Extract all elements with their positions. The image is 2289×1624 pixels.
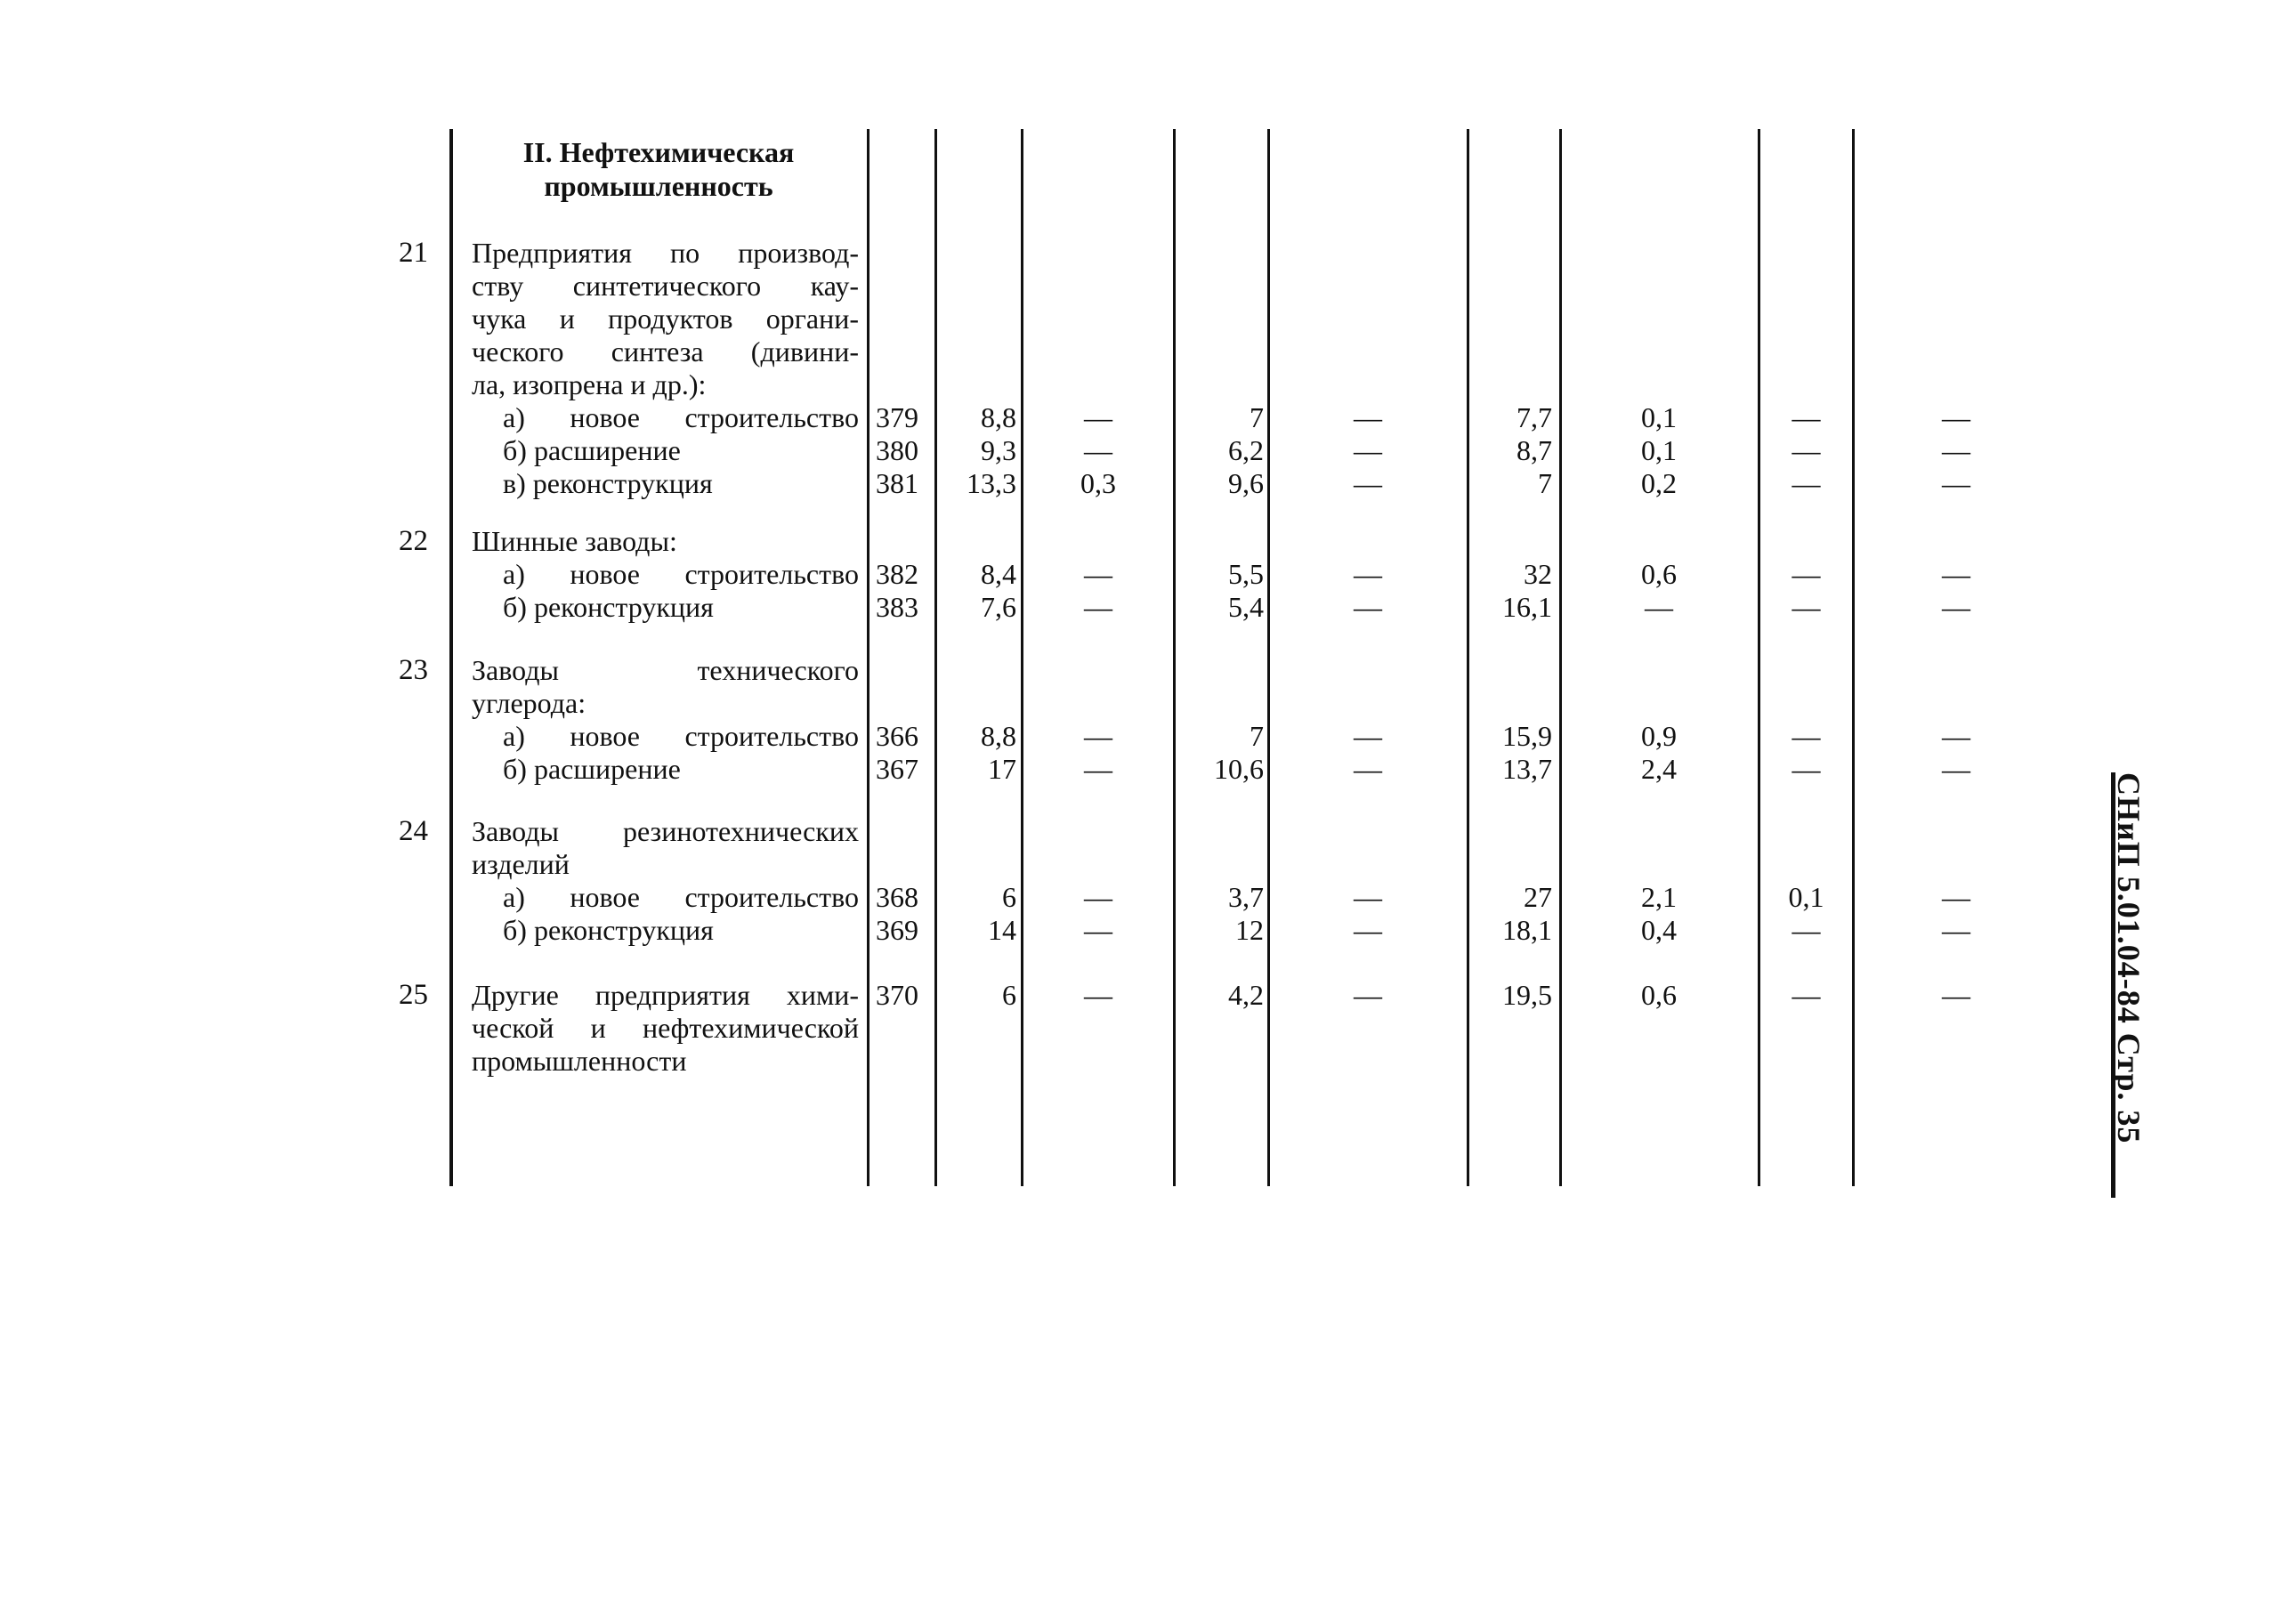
table-cell-value: 3,7 xyxy=(1228,881,1264,913)
table-cell-value: — xyxy=(1084,979,1112,1011)
table-cell-value: — xyxy=(1792,467,1821,499)
table-cell-value: 0,1 xyxy=(1788,881,1824,913)
section-heading: II. Нефтехимическая промышленность xyxy=(522,136,795,202)
table-cell-value: 16,1 xyxy=(1502,591,1552,623)
table-cell-value: 7,7 xyxy=(1517,401,1552,433)
table-cell-value: — xyxy=(1354,979,1382,1011)
table-cell-value: — xyxy=(1942,979,1970,1011)
row-description-line: ла, изопрена и др.): xyxy=(472,368,707,400)
sub-item-label: а) новое строительство xyxy=(503,881,859,913)
table-cell-value: 7 xyxy=(1250,720,1264,752)
row-number: 24 xyxy=(399,815,428,847)
table-cell-value: — xyxy=(1792,558,1821,590)
table-cell-value: 370 xyxy=(876,979,918,1011)
table-cell-value: 2,1 xyxy=(1641,881,1677,913)
table-cell-value: — xyxy=(1354,401,1382,433)
table-cell-value: 0,6 xyxy=(1641,979,1677,1011)
table-cell-value: 0,9 xyxy=(1641,720,1677,752)
table-cell-value: — xyxy=(1084,914,1112,946)
table-cell-value: — xyxy=(1792,979,1821,1011)
table-cell-value: — xyxy=(1792,591,1821,623)
table-cell-value: 0,2 xyxy=(1641,467,1677,499)
column-rule xyxy=(867,129,869,1186)
table-cell-value: — xyxy=(1084,753,1112,785)
sub-item-label: б) расширение xyxy=(503,434,681,466)
sub-item-label: в) реконструкция xyxy=(503,467,713,499)
table-cell-value: 7,6 xyxy=(981,591,1016,623)
row-number: 22 xyxy=(399,525,428,557)
row-description-line: чука и продуктов органи- xyxy=(472,303,859,335)
column-rule xyxy=(449,129,453,1186)
table-cell-value: — xyxy=(1942,720,1970,752)
table-cell-value: 4,2 xyxy=(1228,979,1264,1011)
row-number: 25 xyxy=(399,979,428,1011)
column-rule xyxy=(1267,129,1270,1186)
table-cell-value: 32 xyxy=(1524,558,1552,590)
row-description-line: ческой и нефтехимической xyxy=(472,1012,859,1044)
table-cell-value: — xyxy=(1645,591,1673,623)
table-cell-value: 14 xyxy=(988,914,1016,946)
table-cell-value: 0,6 xyxy=(1641,558,1677,590)
side-running-title xyxy=(2111,772,2148,1198)
table-cell-value: — xyxy=(1084,434,1112,466)
table-cell-value: — xyxy=(1792,914,1821,946)
table-cell-value: — xyxy=(1792,753,1821,785)
table-cell-value: — xyxy=(1084,591,1112,623)
table-cell-value: 0,4 xyxy=(1641,914,1677,946)
column-rule xyxy=(934,129,937,1186)
table-cell-value: — xyxy=(1942,914,1970,946)
row-description-line: Предприятия по производ- xyxy=(472,237,859,269)
table-cell-value: — xyxy=(1792,434,1821,466)
sub-item-label: б) расширение xyxy=(503,753,681,785)
table-cell-value: 379 xyxy=(876,401,918,433)
table-cell-value: 5,4 xyxy=(1228,591,1264,623)
table-cell-value: — xyxy=(1792,401,1821,433)
table-cell-value: 13,3 xyxy=(967,467,1016,499)
table-cell-value: 10,6 xyxy=(1214,753,1264,785)
table-cell-value: — xyxy=(1084,558,1112,590)
table-cell-value: 8,8 xyxy=(981,720,1016,752)
table-cell-value: 382 xyxy=(876,558,918,590)
table-cell-value: — xyxy=(1354,434,1382,466)
table-cell-value: 366 xyxy=(876,720,918,752)
table-cell-value: — xyxy=(1792,720,1821,752)
table-cell-value: 381 xyxy=(876,467,918,499)
table-cell-value: 7 xyxy=(1538,467,1552,499)
table-cell-value: 8,8 xyxy=(981,401,1016,433)
table-cell-value: — xyxy=(1084,720,1112,752)
table-cell-value: — xyxy=(1942,881,1970,913)
table-cell-value: 18,1 xyxy=(1502,914,1552,946)
table-cell-value: 368 xyxy=(876,881,918,913)
table-cell-value: — xyxy=(1942,434,1970,466)
row-description-line: Заводы технического xyxy=(472,654,859,686)
table-cell-value: 8,4 xyxy=(981,558,1016,590)
table-cell-value: — xyxy=(1354,467,1382,499)
column-rule xyxy=(1467,129,1469,1186)
table-cell-value: 0,1 xyxy=(1641,401,1677,433)
table-cell-value: 0,1 xyxy=(1641,434,1677,466)
table-cell-value: 367 xyxy=(876,753,918,785)
table-cell-value: — xyxy=(1942,591,1970,623)
sub-item-label: б) реконструкция xyxy=(503,914,714,946)
sub-item-label: а) новое строительство xyxy=(503,558,859,590)
row-description-line: углерода: xyxy=(472,687,586,719)
table-cell-value: — xyxy=(1084,881,1112,913)
row-number: 21 xyxy=(399,237,428,269)
side-label: СНиП 5.01.04-84 Стр. 35 xyxy=(2111,772,2147,1144)
table-cell-value: 5,5 xyxy=(1228,558,1264,590)
table-cell-value: 380 xyxy=(876,434,918,466)
table-cell-value: 369 xyxy=(876,914,918,946)
row-description-line: ческого синтеза (дивини- xyxy=(472,335,859,368)
row-number: 23 xyxy=(399,654,428,686)
table-cell-value: — xyxy=(1084,401,1112,433)
row-description-line: Другие предприятия хими- xyxy=(472,979,859,1011)
table-cell-value: 15,9 xyxy=(1502,720,1552,752)
table-cell-value: — xyxy=(1354,720,1382,752)
column-rule xyxy=(1852,129,1855,1186)
table-cell-value: — xyxy=(1942,558,1970,590)
table-cell-value: 383 xyxy=(876,591,918,623)
table-cell-value: 8,7 xyxy=(1517,434,1552,466)
table-cell-value: 6 xyxy=(1002,979,1016,1011)
table-cell-value: 2,4 xyxy=(1641,753,1677,785)
table-cell-value: — xyxy=(1354,591,1382,623)
table-cell-value: 6,2 xyxy=(1228,434,1264,466)
row-description-line: Заводы резинотехнических xyxy=(472,815,859,847)
column-rule xyxy=(1021,129,1023,1186)
row-description-line: изделий xyxy=(472,848,570,880)
column-rule xyxy=(1559,129,1562,1186)
sub-item-label: а) новое строительство xyxy=(503,401,859,433)
table-cell-value: 0,3 xyxy=(1080,467,1116,499)
table-cell-value: — xyxy=(1942,401,1970,433)
table-cell-value: — xyxy=(1354,558,1382,590)
table-cell-value: — xyxy=(1354,881,1382,913)
table-cell-value: — xyxy=(1354,914,1382,946)
table-cell-value: — xyxy=(1942,753,1970,785)
table-cell-value: 27 xyxy=(1524,881,1552,913)
table-cell-value: 9,6 xyxy=(1228,467,1264,499)
table-cell-value: 19,5 xyxy=(1502,979,1552,1011)
table-cell-value: 9,3 xyxy=(981,434,1016,466)
sub-item-label: б) реконструкция xyxy=(503,591,714,623)
table-cell-value: 13,7 xyxy=(1502,753,1552,785)
row-description-line: промышленности xyxy=(472,1045,687,1077)
table-cell-value: 12 xyxy=(1235,914,1264,946)
table-cell-value: 6 xyxy=(1002,881,1016,913)
row-description-line: ству синтетического кау- xyxy=(472,270,859,302)
table-cell-value: 7 xyxy=(1250,401,1264,433)
column-rule xyxy=(1173,129,1176,1186)
table-cell-value: — xyxy=(1354,753,1382,785)
sub-item-label: а) новое строительство xyxy=(503,720,859,752)
row-description-line: Шинные заводы: xyxy=(472,525,677,557)
table-cell-value: — xyxy=(1942,467,1970,499)
table-cell-value: 17 xyxy=(988,753,1016,785)
column-rule xyxy=(1758,129,1760,1186)
